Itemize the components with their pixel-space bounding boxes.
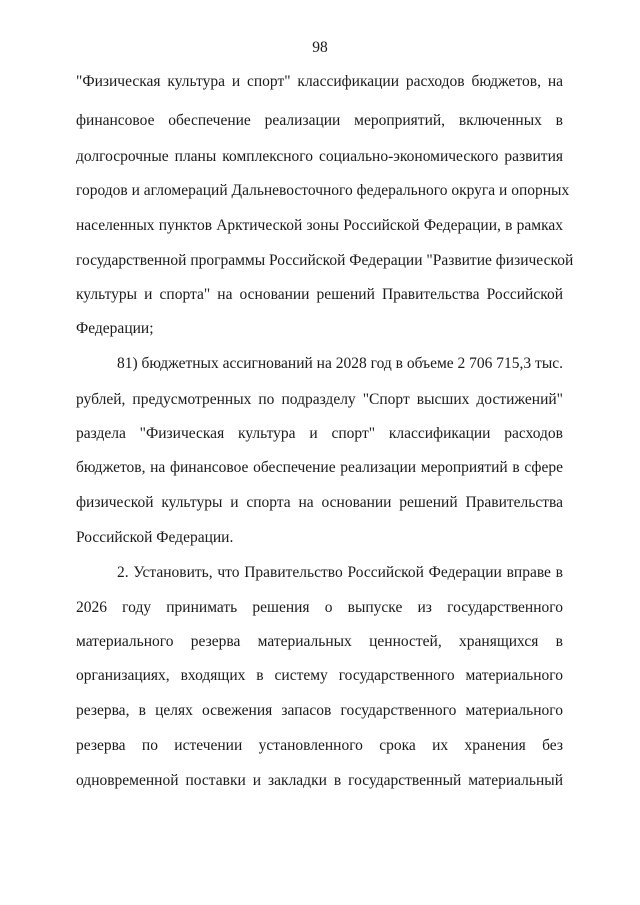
text-line: резерва, в целях освежения запасов государственного материального	[76, 702, 563, 719]
text-line: долгосрочные планы комплексного социально-экономического развития	[76, 148, 563, 165]
page-number: 98	[312, 39, 328, 56]
text-line: "Физическая культура и спорт" классификации расходов бюджетов, на	[76, 73, 563, 90]
text-line: резерва по истечении установленного срока их хранения без	[76, 737, 563, 754]
text-line: материального резерва материальных ценностей, хранящихся в	[76, 633, 563, 650]
text-line: одновременной поставки и закладки в государственный материальный	[76, 772, 563, 789]
text-line: 2026 году принимать решения о выпуске из государственного	[76, 599, 563, 616]
text-line: городов и агломераций Дальневосточного федерального округа и опорных	[76, 182, 570, 199]
text-line: государственной программы Российской Федерации "Развитие физической	[76, 252, 574, 269]
text-line: финансовое обеспечение реализации мероприятий, включенных в	[76, 112, 563, 129]
text-line: населенных пунктов Арктической зоны Российской Федерации, в рамках	[76, 217, 563, 234]
text-line: бюджетов, на финансовое обеспечение реализации мероприятий в сфере	[76, 459, 563, 476]
text-line: физической культуры и спорта на основании решений Правительства	[76, 494, 563, 511]
text-line: культуры и спорта" на основании решений Правительства Российской	[76, 286, 563, 303]
text-line: Федерации;	[76, 320, 154, 337]
text-line: рублей, предусмотренных по подразделу "Спорт высших достижений"	[76, 391, 563, 408]
text-line: Российской Федерации.	[76, 529, 234, 546]
text-line: организациях, входящих в систему государственного материального	[76, 667, 563, 684]
text-line: раздела "Физическая культура и спорт" классификации расходов	[76, 425, 563, 442]
text-line: 2. Установить, что Правительство Российской Федерации вправе в	[117, 564, 563, 581]
text-line: 81) бюджетных ассигнований на 2028 год в объеме 2 706 715,3 тыс.	[117, 355, 563, 372]
